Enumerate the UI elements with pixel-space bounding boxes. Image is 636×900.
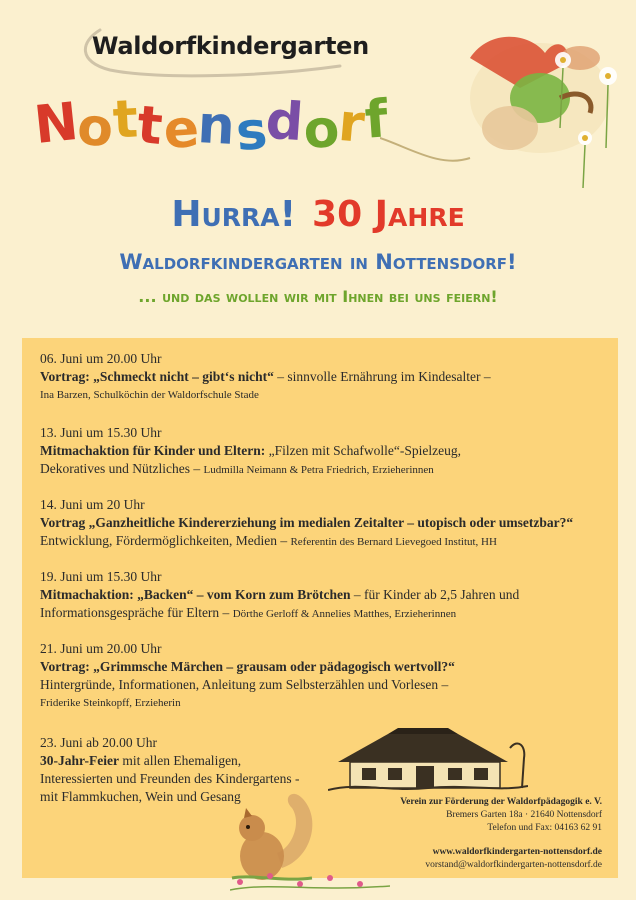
- event-description-2: Entwicklung, Fördermöglichkeiten, Medien –: [40, 533, 288, 548]
- event-title: Vortrag: „Grimmsche Märchen – grausam oder pädagogisch wertvoll?“: [40, 659, 455, 674]
- house-sketch: [328, 728, 528, 794]
- event-description: „Filzen mit Schafwolle“-Spielzeug,: [265, 443, 461, 458]
- contact-block: [400, 796, 602, 835]
- event-description-2: Hintergründe, Informationen, Anleitung zum Selbsterzählen und Vorlesen –: [40, 677, 449, 692]
- logo-letter: N: [31, 91, 81, 157]
- event-title: Vortrag „Ganzheitliche Kindererziehung im medialen Zeitalter – utopisch oder umsetzbar?“: [40, 515, 574, 530]
- event-description: – sinnvolle Ernährung im Kindesalter –: [273, 369, 491, 384]
- logo-place-name: [31, 89, 390, 164]
- event-date: 19. Juni um 15.30 Uhr: [40, 569, 162, 584]
- event-speaker: Ludmilla Neimann & Petra Friedrich, Erzieherinnen: [203, 464, 434, 476]
- event-date: 14. Juni um 20 Uhr: [40, 497, 145, 512]
- event-description: – für Kinder ab 2,5 Jahren und: [350, 587, 520, 602]
- event-date: 13. Juni um 15.30 Uhr: [40, 425, 162, 440]
- event-speaker: Ina Barzen, Schulköchin der Waldorfschule Stade: [40, 389, 259, 401]
- contact-web: [425, 846, 602, 872]
- headline-hurra: Hurra!: [171, 194, 297, 235]
- logo-letter: e: [161, 98, 202, 162]
- event-3: [40, 496, 612, 551]
- event-date: 06. Juni um 20.00 Uhr: [40, 351, 162, 366]
- contact-phone: Telefon und Fax: 04163 62 91: [487, 823, 602, 833]
- event-4: [40, 568, 612, 623]
- logo-letter: o: [302, 99, 342, 161]
- contact-website[interactable]: www.waldorfkindergarten-nottensdorf.de: [432, 847, 602, 857]
- event-description-2: Dekoratives und Nützliches –: [40, 461, 201, 476]
- flowers-decoration: [230, 862, 390, 892]
- headline: [0, 194, 636, 235]
- logo-letter: o: [74, 96, 115, 160]
- logo-org-name: Waldorfkindergarten: [92, 32, 369, 60]
- gnome-illustration: [380, 18, 630, 198]
- logo-letter: t: [135, 95, 166, 157]
- contact-association: Verein zur Förderung der Waldorfpädagogik e. V.: [400, 797, 602, 807]
- headline-30-jahre: 30 Jahre: [312, 194, 465, 235]
- event-title: Mitmachaktion: „Backen“ – vom Korn zum Brötchen: [40, 587, 351, 602]
- logo-letter: r: [336, 92, 368, 155]
- headline-invitation: ... und das wollen wir mit Ihnen bei uns feiern!: [138, 287, 498, 306]
- event-title: Mitmachaktion für Kinder und Eltern:: [40, 443, 266, 458]
- event-date: 21. Juni um 20.00 Uhr: [40, 641, 162, 656]
- event-1: [40, 350, 612, 404]
- event-title: 30-Jahr-Feier: [40, 753, 119, 768]
- logo-letter: n: [196, 95, 237, 157]
- program-panel: [22, 338, 618, 878]
- event-2: [40, 424, 612, 479]
- event-date: 23. Juni ab 20.00 Uhr: [40, 735, 157, 750]
- logo-letter: f: [362, 89, 390, 151]
- event-description: mit allen Ehemaligen, Interessierten und Freunden des Kindergartens - mit Flammkuchen, Wein und Gesang: [40, 753, 300, 804]
- logo-letter: s: [233, 100, 270, 164]
- event-description-2: Informationsgespräche für Eltern –: [40, 605, 230, 620]
- logo-letter: d: [264, 90, 306, 154]
- event-speaker: Referentin des Bernard Lievegoed Institut, HH: [290, 536, 497, 548]
- event-speaker: Dörthe Gerloff & Annelies Matthes, Erzieherinnen: [232, 608, 457, 620]
- headline-subline: Waldorfkindergarten in Nottensdorf!: [119, 250, 517, 274]
- event-title: Vortrag: „Schmeckt nicht – gibt‘s nicht“: [40, 369, 274, 384]
- event-speaker: Friderike Steinkopff, Erzieherin: [40, 697, 181, 709]
- contact-address: Bremers Garten 18a · 21640 Nottensdorf: [446, 810, 602, 820]
- logo-letter: t: [111, 89, 140, 151]
- contact-email[interactable]: vorstand@waldorfkindergarten-nottensdorf.de: [425, 860, 602, 870]
- event-5: [40, 640, 612, 712]
